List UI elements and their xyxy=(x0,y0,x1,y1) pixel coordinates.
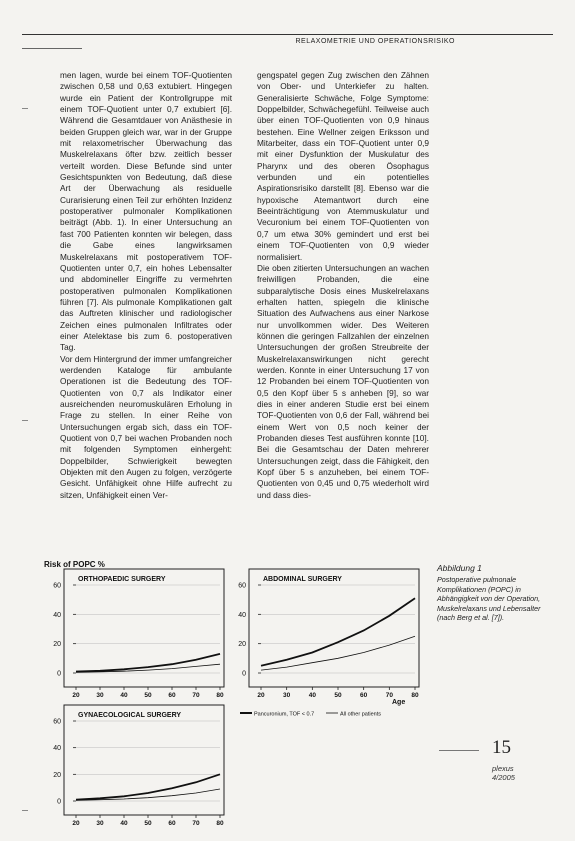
chart-ytick-label: 40 xyxy=(53,611,61,619)
paragraph: gengspatel gegen Zug zwischen den Zähnen von Ober- und Unterkiefer zu halten. Generalisierte Schwäche, Folge Symptome: Doppelbilder, Schwächegefühl. Teilweise auch über einen TOF-Quotienten von 0,9 hinaus bestehen. Eine Wellner zeigen Eriksson und Mitarbeiter, dass ein TOF-Quotient unter 0,9 mit einer Dysfunktion der Muskulatur des Pharynx und des oberen Ösophagus verbunden und ein potentielles Aspirationsrisiko darstellt [8]. Ebenso war die hypoxische Atemantwort durch eine Beeinträchtigung von Atemmuskulatur und Vecuronium bei einem TOF-Quotienten von 0,7 um etwa 30% gemindert und erst bei einem TOF-Quotienten von 0,9 wieder normalisiert. xyxy=(257,70,429,262)
chart-ytick-label: 60 xyxy=(53,718,61,726)
chart-xlabel-age: Age xyxy=(392,699,406,706)
chart-xtick-label: 30 xyxy=(283,692,291,699)
series-line-pancuronium xyxy=(76,654,220,672)
chart-xtick-label: 50 xyxy=(334,692,342,699)
chart-xtick-label: 20 xyxy=(72,692,80,699)
chart-xtick-label: 60 xyxy=(168,692,176,699)
chart-orthopaedic xyxy=(53,569,224,699)
running-title: RELAXOMETRIE UND OPERATIONSRISIKO xyxy=(295,38,455,45)
journal-issue: 4/2005 xyxy=(492,773,515,782)
chart-legend xyxy=(240,712,381,718)
chart-ytick-label: 20 xyxy=(53,771,61,779)
chart-frame xyxy=(249,569,419,687)
caption-title: Abbildung 1 xyxy=(437,563,482,573)
chart-title: ABDOMINAL SURGERY xyxy=(263,576,342,583)
text-column-right xyxy=(257,70,429,501)
journal-name: plexus xyxy=(492,764,514,773)
chart-ytick-label: 60 xyxy=(238,582,246,590)
footer-rule xyxy=(439,750,479,751)
chart-ytick-label: 0 xyxy=(242,670,246,678)
chart-frame xyxy=(64,569,224,687)
chart-title: GYNAECOLOGICAL SURGERY xyxy=(78,712,182,719)
chart-ylabel: Risk of POPC % xyxy=(44,560,105,569)
chart-ytick-label: 20 xyxy=(238,641,246,649)
chart-xtick-label: 40 xyxy=(308,692,316,699)
chart-xtick-label: 80 xyxy=(216,692,224,699)
legend-thick-label: Pancuronium, TOF < 0.7 xyxy=(254,711,315,718)
caption-text: Postoperative pulmonale Komplikationen (POPC) in Abhängigkeit von der Operation, Muskelrelaxans und Lebensalter (nach Berg et al. [7]). xyxy=(437,575,541,623)
chart-xtick-label: 20 xyxy=(72,820,80,827)
chart-xtick-label: 80 xyxy=(216,820,224,827)
chart-xtick-label: 80 xyxy=(411,692,419,699)
chart-ytick-label: 0 xyxy=(57,798,61,806)
chart-xtick-label: 50 xyxy=(144,820,152,827)
header-rule xyxy=(22,34,553,35)
journal-info xyxy=(492,764,515,782)
text-column-left xyxy=(60,70,232,501)
margin-tick xyxy=(22,108,28,109)
chart-gynaecological xyxy=(53,705,224,827)
chart-ytick-label: 0 xyxy=(57,670,61,678)
margin-tick xyxy=(22,810,28,811)
chart-ytick-label: 20 xyxy=(53,641,61,649)
page-number: 15 xyxy=(492,737,511,758)
chart-xtick-label: 70 xyxy=(385,692,393,699)
chart-xtick-label: 30 xyxy=(96,820,104,827)
margin-tick xyxy=(22,420,28,421)
chart-ytick-label: 40 xyxy=(53,745,61,753)
legend-thin-label: All other patients xyxy=(340,711,381,718)
series-line-pancuronium xyxy=(261,598,415,666)
series-line-pancuronium xyxy=(76,774,220,799)
chart-abdominal xyxy=(238,569,419,699)
figure-caption xyxy=(437,564,559,622)
chart-xtick-label: 70 xyxy=(192,692,200,699)
chart-xtick-label: 20 xyxy=(257,692,265,699)
chart-xtick-label: 60 xyxy=(360,692,368,699)
chart-xtick-label: 70 xyxy=(192,820,200,827)
paragraph: Vor dem Hintergrund der immer umfangreicher werdenden Kataloge für ambulante Operationen ist die Bedeutung des TOF-Quotienten von 0,7 als Indikator einer ausreichenden neuromuskulären Erholung in Frage zu stellen. In einer Reihe von Untersuchungen ergab sich, dass ein TOF-Quotient von 0,7 bei wachen Probanden noch mit folgenden Symptomen einhergeht: Doppelbilder, Schwierigkeit bewegten Objekten mit den Augen zu folgen, verzögerte Gesicht. Unfähigkeit ohne Hilfe aufrecht zu sitzen, Unfähigkeit einen Ver- xyxy=(60,353,232,500)
figure-charts xyxy=(44,557,429,827)
chart-xtick-label: 40 xyxy=(120,692,128,699)
chart-xtick-label: 50 xyxy=(144,692,152,699)
chart-ytick-label: 60 xyxy=(53,582,61,590)
corner-rule xyxy=(22,48,82,49)
chart-xtick-label: 60 xyxy=(168,820,176,827)
chart-ytick-label: 40 xyxy=(238,611,246,619)
chart-xtick-label: 40 xyxy=(120,820,128,827)
paragraph: men lagen, wurde bei einem TOF-Quotienten zwischen 0,58 und 0,63 extubiert. Hingegen wurde ein Patient der Kontrollgruppe mit einem TOF-Quotient unter 0,7 extubiert [6]. Während die Gesamtdauer von Anästhesie in beiden Gruppen gleich war, war in der Gruppe mit relaxometrischer Überwachung das Muskelrelaxans öfter bzw. zeitlich besser verteilt worden. Diese Befunde sind unter Gesichtspunkten von Bedeutung, daß diese Art der Überwachung als residuelle Curarisierung einen Teil zur erhöhten Inzidenz postoperativer pulmonaler Komplikationen beiträgt (Abb. 1). In einer Untersuchung an fast 700 Patienten konnten wir belegen, dass die Gabe eines langwirksamen Muskelrelaxans mit postoperativem TOF-Quotienten unter 0,7, ein hohes Lebensalter und abdomineller Eingriffe zu vermehrten postoperativen pulmonalen Komplikationen führen [7]. Als pulmonale Komplikationen galt das Auftreten klinischer und radiologischer Zeichen eines pulmonalen Infiltrates oder einer Atelektase bis zum 6. postoperativen Tag. xyxy=(60,70,232,353)
chart-xtick-label: 30 xyxy=(96,692,104,699)
paragraph: Die oben zitierten Untersuchungen an wachen freiwilligen Probanden, die eine subparalytische Dosis eines Muskelrelaxans erhalten hatten, spiegeln die klinische Situation des Aufwachens aus einer Narkose nur unvollkommen wider. Des Weiteren können die geringen Fallzahlen der einzelnen Untersuchungen der großen Streubreite der Muskelrelaxanswirkungen nicht gerecht werden. Konnte in einer Untersuchung 17 von 12 Probanden bei einem TOF-Quotienten von 0,5 den Kopf über 5 s anheben [9], so war dies in einer anderen Studie erst bei einem TOF-Quotienten von 0,6 der Fall, während bei einem Wert von 0,5 noch keiner der Probanden dieses Test ausführen konnte [10]. Bei die Gesamtschau der Daten mehrerer Untersuchungen zeigt, dass die Fähigkeit, den Kopf über 5 s anzuheben, bei einem TOF-Quotienten von 0,45 und 0,75 wiederholt wird und dass dies- xyxy=(257,262,429,500)
chart-title: ORTHOPAEDIC SURGERY xyxy=(78,576,166,583)
